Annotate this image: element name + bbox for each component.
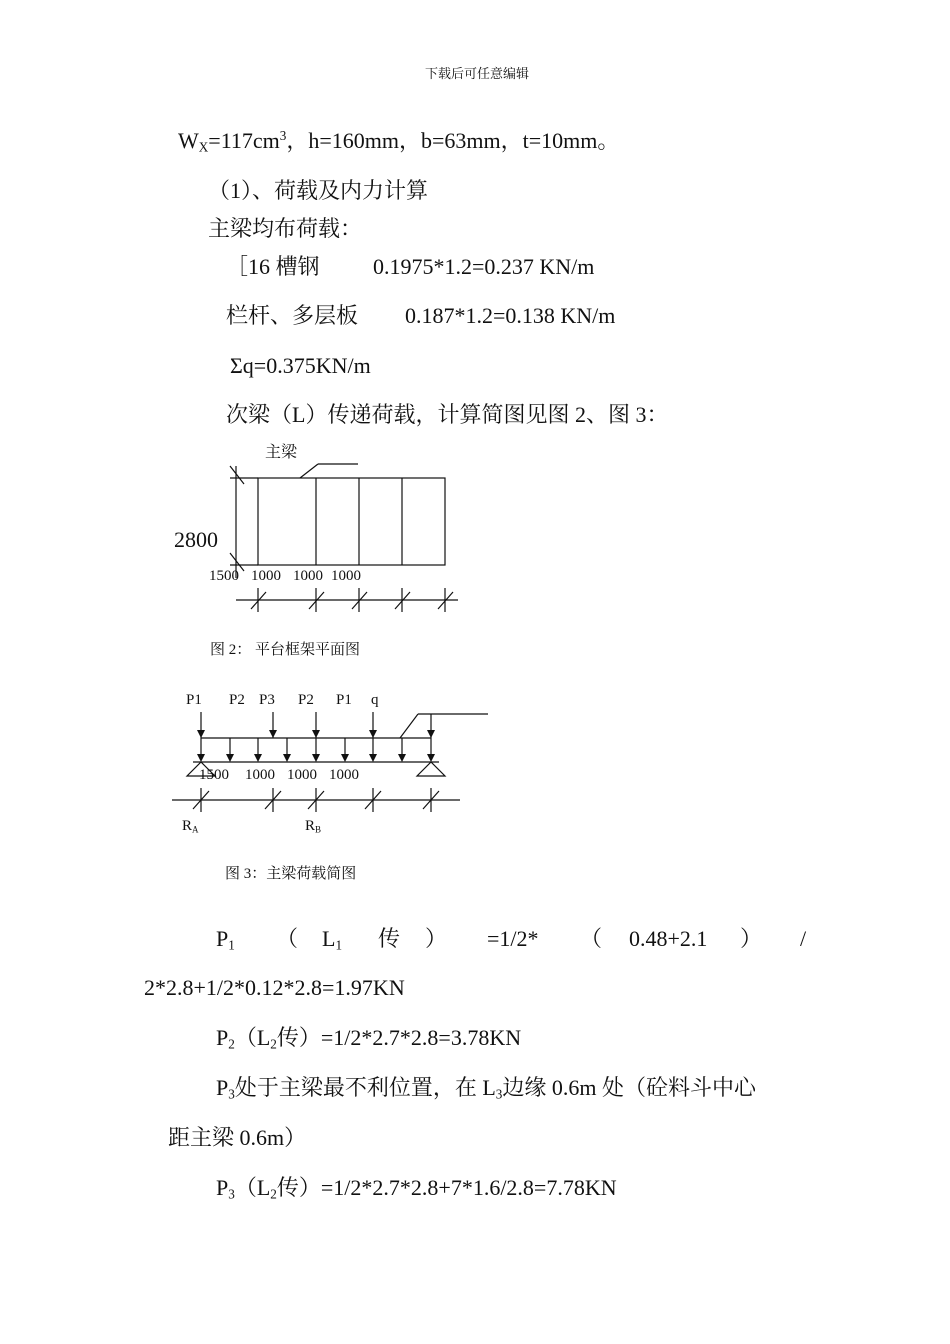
dist-head-6 [341, 754, 349, 762]
l1-symbol: L [322, 926, 336, 951]
formula-p3 [216, 1175, 617, 1202]
dimension-values: ，h=160mm，b=63mm，t=10mm。 [286, 128, 620, 153]
formula-p1-chuan: 传 [378, 926, 401, 951]
reaction-a-subscript: A [192, 824, 199, 835]
railing-label: 栏杆、多层板 [226, 303, 359, 328]
page-header: 下载后可任意编辑 [425, 66, 530, 81]
fig2-height-dim: 2800 [174, 527, 218, 552]
arrowhead-p1-right [369, 730, 377, 738]
fig3-support-b [417, 762, 445, 776]
dist-head-2 [226, 754, 234, 762]
section-heading: （1）、荷载及内力计算 [208, 178, 429, 203]
p3-symbol: P [216, 1175, 229, 1200]
formula-p1-slash: / [800, 926, 807, 951]
fig2-dim-1500: 1500 [209, 568, 239, 584]
formula-p1-close2: ） [740, 926, 763, 951]
fig3-caption: 图 3：主梁荷载简图 [225, 866, 357, 882]
arrowhead-p1-left [197, 730, 205, 738]
fig2-leader-diag [300, 464, 318, 478]
fig2-plan-drawing [230, 464, 458, 612]
p3-expression: 传）=1/2*2.7*2.8+7*1.6/2.8=7.78KN [276, 1175, 617, 1200]
main-beam-load-label: 主梁均布荷载： [208, 216, 363, 241]
formula-p1-open: （ [276, 926, 299, 951]
fig2-dim-1000-b: 1000 [293, 568, 323, 584]
fig3-dim-1000-b: 1000 [287, 767, 317, 783]
fig3-load-p2-left: P2 [229, 692, 245, 708]
railing-value: 0.187*1.2=0.138 KN/m [405, 303, 616, 328]
fig2-dim-1000-a: 1000 [251, 568, 281, 584]
dist-head-9 [427, 754, 435, 762]
p3-subscript: 3 [228, 1186, 235, 1202]
arrowhead-p2-right [312, 730, 320, 738]
channel-steel-value: 0.1975*1.2=0.237 KN/m [373, 254, 595, 279]
fig2-frame [258, 478, 445, 565]
fig2-dim-1000-c: 1000 [331, 568, 361, 584]
formula-p1-continuation: 2*2.8+1/2*0.12*2.8=1.97KN [144, 975, 405, 1000]
l1-subscript: 1 [335, 937, 343, 953]
reaction-b-symbol: R [305, 818, 316, 834]
p2-l-subscript: 2 [270, 1036, 277, 1052]
formula-p1-close: ） [425, 926, 448, 951]
wx-symbol: W [178, 128, 199, 153]
dist-head-3 [254, 754, 262, 762]
secondary-beam-text: 次梁（L）传递荷载，计算简图见图 2、图 3： [226, 402, 669, 427]
fig3-load-p1-left: P1 [186, 692, 202, 708]
p1-subscript: 1 [228, 937, 235, 953]
fig3-dim-1500: 1500 [199, 767, 229, 783]
fig3-load-p2-right: P2 [298, 692, 314, 708]
p3-l-symbol: （L [234, 1175, 271, 1200]
formula-p1-eq: =1/2* [487, 926, 539, 951]
fig3-supports-and-dims [172, 762, 460, 812]
fig3-load-diagram [193, 712, 488, 762]
p3-l-subscript: 2 [270, 1186, 277, 1202]
p3-description [216, 1075, 757, 1102]
p1-symbol: P [216, 926, 229, 951]
reaction-b-subscript: B [315, 824, 322, 835]
wx-subscript: X [198, 139, 209, 155]
fig3-load-q: q [371, 692, 379, 708]
p3-desc-l-subscript: 3 [495, 1086, 503, 1102]
formula-p1-val: 0.48+2.1 [629, 926, 708, 951]
formula-p1-l1 [322, 926, 343, 953]
load-sum: Σq=0.375KN/m [230, 353, 371, 378]
fig3-support-a [187, 762, 215, 776]
fig3-load-p3: P3 [259, 692, 275, 708]
arrowhead-q [427, 730, 435, 738]
wx-superscript: 3 [279, 128, 287, 144]
p3-desc-subscript: 3 [228, 1086, 235, 1102]
formula-p1-open2: （ [580, 926, 603, 951]
channel-steel-label: ［16 槽钢 [226, 254, 320, 279]
fig2-tick-bottom [230, 553, 244, 571]
p2-l-symbol: （L [234, 1025, 271, 1050]
fig2-main-beam-label: 主梁 [265, 444, 298, 461]
fig3-load-p1-right: P1 [336, 692, 352, 708]
dist-head-1 [197, 754, 205, 762]
dist-head-7 [369, 754, 377, 762]
p3-desc-symbol: P [216, 1075, 229, 1100]
fig3-leader-diag [400, 714, 418, 738]
reaction-a-symbol: R [182, 818, 193, 834]
wx-value: =117cm [208, 128, 280, 153]
fig3-dim-1000-c: 1000 [329, 767, 359, 783]
p2-subscript: 2 [228, 1036, 235, 1052]
formula-p1-p [216, 926, 235, 953]
p2-expression: 传）=1/2*2.7*2.8=3.78KN [276, 1025, 522, 1050]
dist-head-8 [398, 754, 406, 762]
arrowhead-p3 [269, 730, 277, 738]
dist-head-5 [312, 754, 320, 762]
p3-description-continuation: 距主梁 0.6m） [168, 1125, 307, 1150]
formula-p2 [216, 1025, 522, 1052]
p3-desc-rest: 边缘 0.6m 处（砼料斗中心 [502, 1075, 757, 1100]
fig2-tick-top [230, 466, 244, 484]
fig2-caption: 图 2： 平台框架平面图 [210, 642, 361, 658]
fig3-dim-1000-a: 1000 [245, 767, 275, 783]
p3-desc-text: 处于主梁最不利位置，在 L [234, 1075, 496, 1100]
p2-symbol: P [216, 1025, 229, 1050]
dist-head-4 [283, 754, 291, 762]
